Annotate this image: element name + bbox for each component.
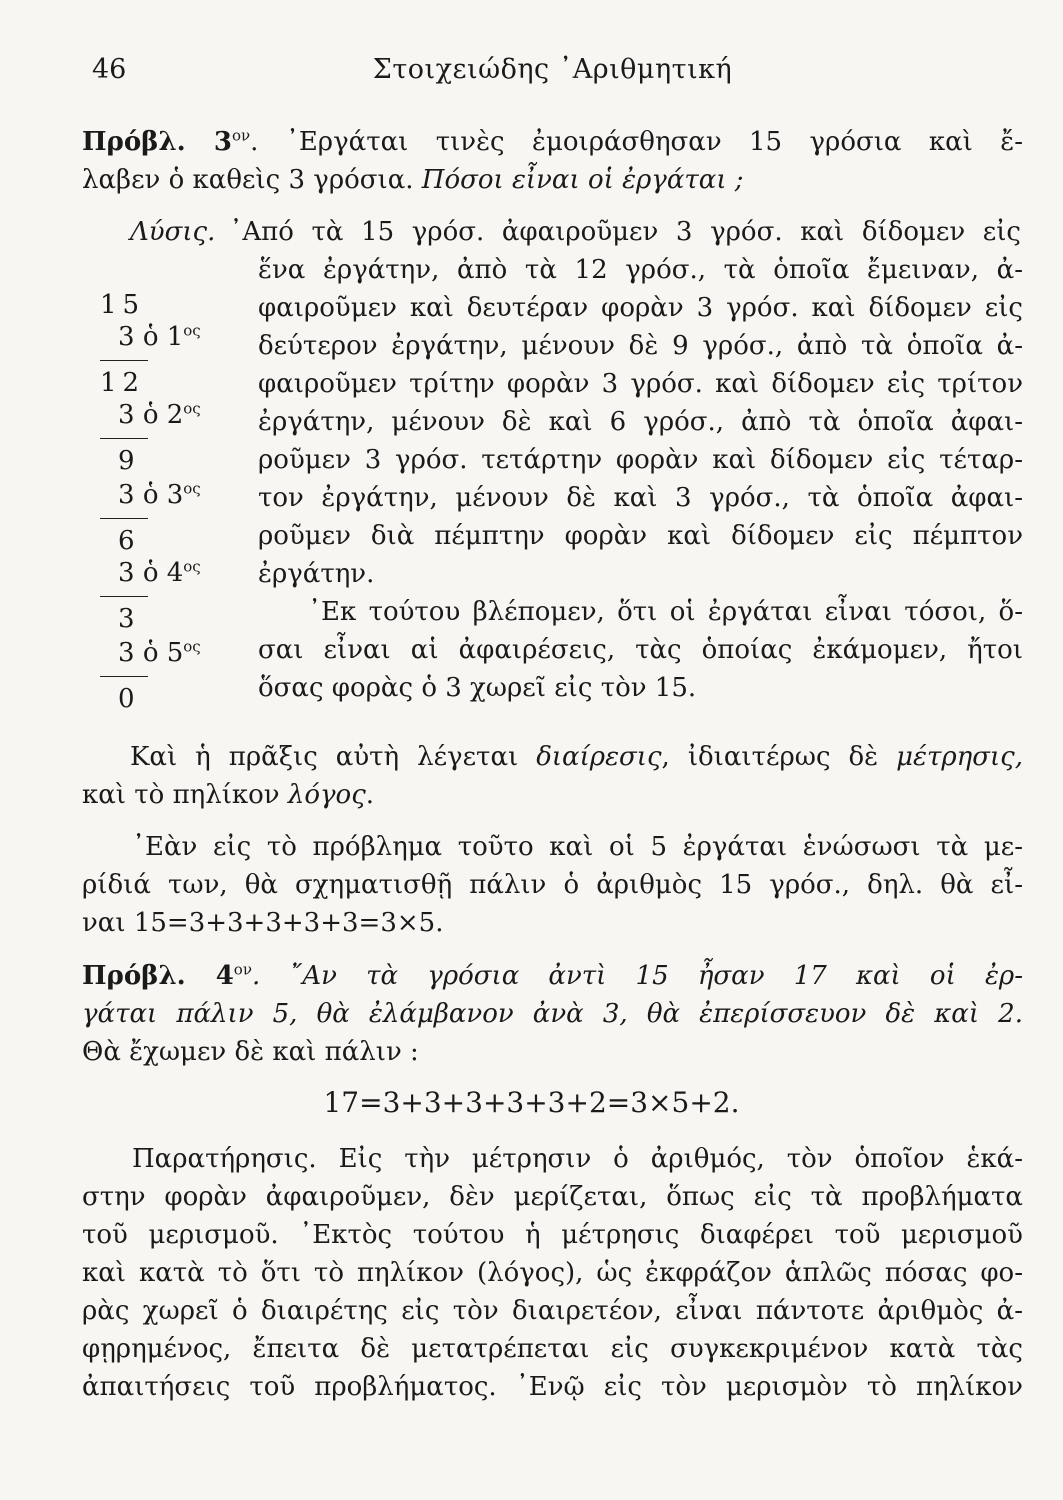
page-number: 46 bbox=[92, 54, 127, 85]
calc-subtraction: 3 ὁ $2^{o\varsigma}$ bbox=[118, 399, 201, 430]
remark-line: φῃρημένος, ἔπειτα δὲ μετατρέπεται εἰς συγκεκριμένον κατὰ τὰς bbox=[82, 1334, 1023, 1364]
problem-3-label-sup: ον bbox=[232, 126, 251, 145]
remark-line: καὶ κατὰ τὸ ὅτι τὸ πηλίκον (λόγος), ὡς ἐκφράζον ἁπλῶς πόσας φο- bbox=[82, 1258, 1023, 1288]
calc-rule bbox=[100, 360, 148, 361]
problem-3-statement bbox=[82, 123, 1023, 199]
calc-subtraction: 3 ὁ $4^{o\varsigma}$ bbox=[118, 557, 201, 588]
problem-4-label: Πρόβλ. 4 bbox=[82, 961, 234, 991]
solution-line: φαιροῦμεν τρίτην φορὰν 3 γρόσ. καὶ δίδομεν εἰς τρίτον bbox=[258, 369, 1023, 399]
calc-value: 0 bbox=[118, 684, 135, 714]
calc-value: 6 bbox=[118, 526, 135, 556]
solution-line: ροῦμεν 3 γρόσ. τετάρτην φορὰν καὶ δίδομεν εἰς τέταρ- bbox=[258, 445, 1023, 475]
problem-4-line-3: Θὰ ἔχωμεν δὲ καὶ πάλιν : bbox=[82, 1037, 419, 1067]
term-division: διαίρεσις bbox=[536, 742, 662, 772]
problem-4-label-sup: ον bbox=[233, 960, 252, 979]
calc-value: 9 bbox=[118, 446, 135, 476]
union-paragraph bbox=[82, 828, 1023, 942]
calc-rule bbox=[100, 438, 148, 439]
solution-first-line bbox=[130, 213, 1021, 251]
union-line: ναι 15=3+3+3+3+3=3×5. bbox=[82, 908, 444, 938]
conclusion-line: σαι εἶναι αἱ ἀφαιρέσεις, τὰς ὁποίας ἐκάμομεν, ἤτοι bbox=[258, 635, 1023, 665]
problem-4-line-1-text: . ῎Αν τὰ γρόσια ἀντὶ 15 ἦσαν 17 καὶ οἱ ἐρ- bbox=[251, 961, 1023, 991]
solution-line-0: ᾿Από τὰ 15 γρόσ. ἀφαιροῦμεν 3 γρόσ. καὶ δίδομεν εἰς bbox=[229, 217, 1021, 247]
solution-line: τον ἐργάτην, μένουν δὲ καὶ 3 γρόσ., τὰ ὁποῖα ἀφαι- bbox=[258, 483, 1023, 513]
term-measurement: μέτρησις, bbox=[896, 742, 1023, 772]
solution-line: φαιροῦμεν καὶ δευτέραν φορὰν 3 γρόσ. καὶ δίδομεν εἰς bbox=[258, 293, 1023, 323]
equation: 17=3+3+3+3+3+2=3×5+2. bbox=[323, 1086, 740, 1119]
calc-subtraction: 3 ὁ $5^{o\varsigma}$ bbox=[118, 637, 201, 668]
calc-value: 3 bbox=[118, 604, 135, 634]
solution-label: Λύσις. bbox=[130, 217, 216, 247]
calc-rule bbox=[100, 518, 148, 519]
division-line-2: καὶ τὸ πηλίκον λόγος. bbox=[82, 780, 375, 810]
solution-line: ροῦμεν διὰ πέμπτην φορὰν καὶ δίδομεν εἰς πέμπτον bbox=[258, 521, 1023, 551]
solution-line: δεύτερον ἐργάτην, μένουν δὲ 9 γρόσ., ἀπὸ τὰ ὁποῖα ἀ- bbox=[258, 331, 1023, 361]
problem-4-statement bbox=[82, 957, 1023, 1071]
division-paragraph bbox=[130, 738, 1023, 776]
remark-line: ἀπαιτήσεις τοῦ προβλήματος. ᾿Ενῷ εἰς τὸν μερισμὸν τὸ πηλίκον bbox=[82, 1372, 1023, 1402]
calc-value: 12 bbox=[100, 368, 146, 398]
division-paragraph-2 bbox=[82, 776, 1023, 814]
running-title: Στοιχειώδης ᾿Αριθμητική bbox=[372, 54, 733, 85]
solution-line: ἐργάτην, μένουν δὲ καὶ 6 γρόσ., ἀπὸ τὰ ὁποῖα ἀφαι- bbox=[258, 407, 1023, 437]
division-line-1: Καὶ ἡ πρᾶξις αὐτὴ λέγεται διαίρεσις, ἰδιαιτέρως δὲ μέτρησις, bbox=[130, 742, 1023, 772]
problem-3-line-1-text: . ᾿Εργάται τινὲς ἐμοιράσθησαν 15 γρόσια καὶ ἔ- bbox=[250, 127, 1023, 157]
problem-3-line-2 bbox=[82, 161, 1023, 199]
remark-line: ρὰς χωρεῖ ὁ διαιρέτης εἰς τὸν διαιρετέον, εἶναι πάντοτε ἀριθμὸς ἀ- bbox=[82, 1296, 1023, 1326]
problem-4-line-2: γάται πάλιν 5, θὰ ἐλάμβανον ἀνὰ 3, θὰ ἐπερίσσευον δὲ καὶ 2. bbox=[82, 999, 1023, 1029]
remark-line: στην φορὰν ἀφαιροῦμεν, δὲν μερίζεται, ὅπως εἰς τὰ προβλήματα bbox=[82, 1182, 1023, 1212]
calc-subtraction: 3 ὁ $3^{o\varsigma}$ bbox=[118, 479, 201, 510]
problem-3-question: Πόσοι εἶναι οἱ ἐργάται ; bbox=[421, 165, 744, 195]
solution-line: ἐργάτην. bbox=[258, 559, 375, 589]
problem-3-line-1 bbox=[82, 123, 1023, 161]
remark-line: Παρατήρησις. Εἰς τὴν μέτρησιν ὁ ἀριθμός, τὸν ὁποῖον ἑκά- bbox=[132, 1144, 1023, 1174]
remark-line: τοῦ μερισμοῦ. ᾿Εκτὸς τούτου ἡ μέτρησις διαφέρει τοῦ μερισμοῦ bbox=[82, 1220, 1023, 1250]
calc-rule bbox=[100, 676, 148, 677]
conclusion-line: ὅσας φορὰς ὁ 3 χωρεῖ εἰς τὸν 15. bbox=[258, 673, 697, 703]
calc-value: 15 bbox=[100, 290, 146, 320]
solution-body bbox=[258, 251, 1023, 707]
calc-rule bbox=[100, 596, 148, 597]
remark-paragraph bbox=[82, 1140, 1023, 1406]
problem-3-label: Πρόβλ. 3 bbox=[82, 127, 233, 157]
problem-4-line-1 bbox=[82, 957, 1023, 995]
page-header bbox=[82, 54, 1023, 94]
term-ratio: λόγος bbox=[287, 780, 366, 810]
solution-line: ἕνα ἐργάτην, ἀπὸ τὰ 12 γρόσ., τὰ ὁποῖα ἔμειναν, ἀ- bbox=[258, 255, 1023, 285]
conclusion-line: ᾿Εκ τούτου βλέπομεν, ὅτι οἱ ἐργάται εἶναι τόσοι, ὅ- bbox=[308, 597, 1023, 627]
calc-subtraction: 3 ὁ $1^{o\varsigma}$ bbox=[118, 321, 201, 352]
union-line: ᾿Εὰν εἰς τὸ πρόβλημα τοῦτο καὶ οἱ 5 ἐργάται ἑνώσωσι τὰ με- bbox=[132, 832, 1023, 862]
problem-3-line-2-text: λαβεν ὁ καθεὶς 3 γρόσια. bbox=[82, 165, 422, 195]
union-line: ρίδιά των, θὰ σχηματισθῇ πάλιν ὁ ἀριθμὸς 15 γρόσ., δηλ. θὰ εἶ- bbox=[82, 870, 1023, 900]
